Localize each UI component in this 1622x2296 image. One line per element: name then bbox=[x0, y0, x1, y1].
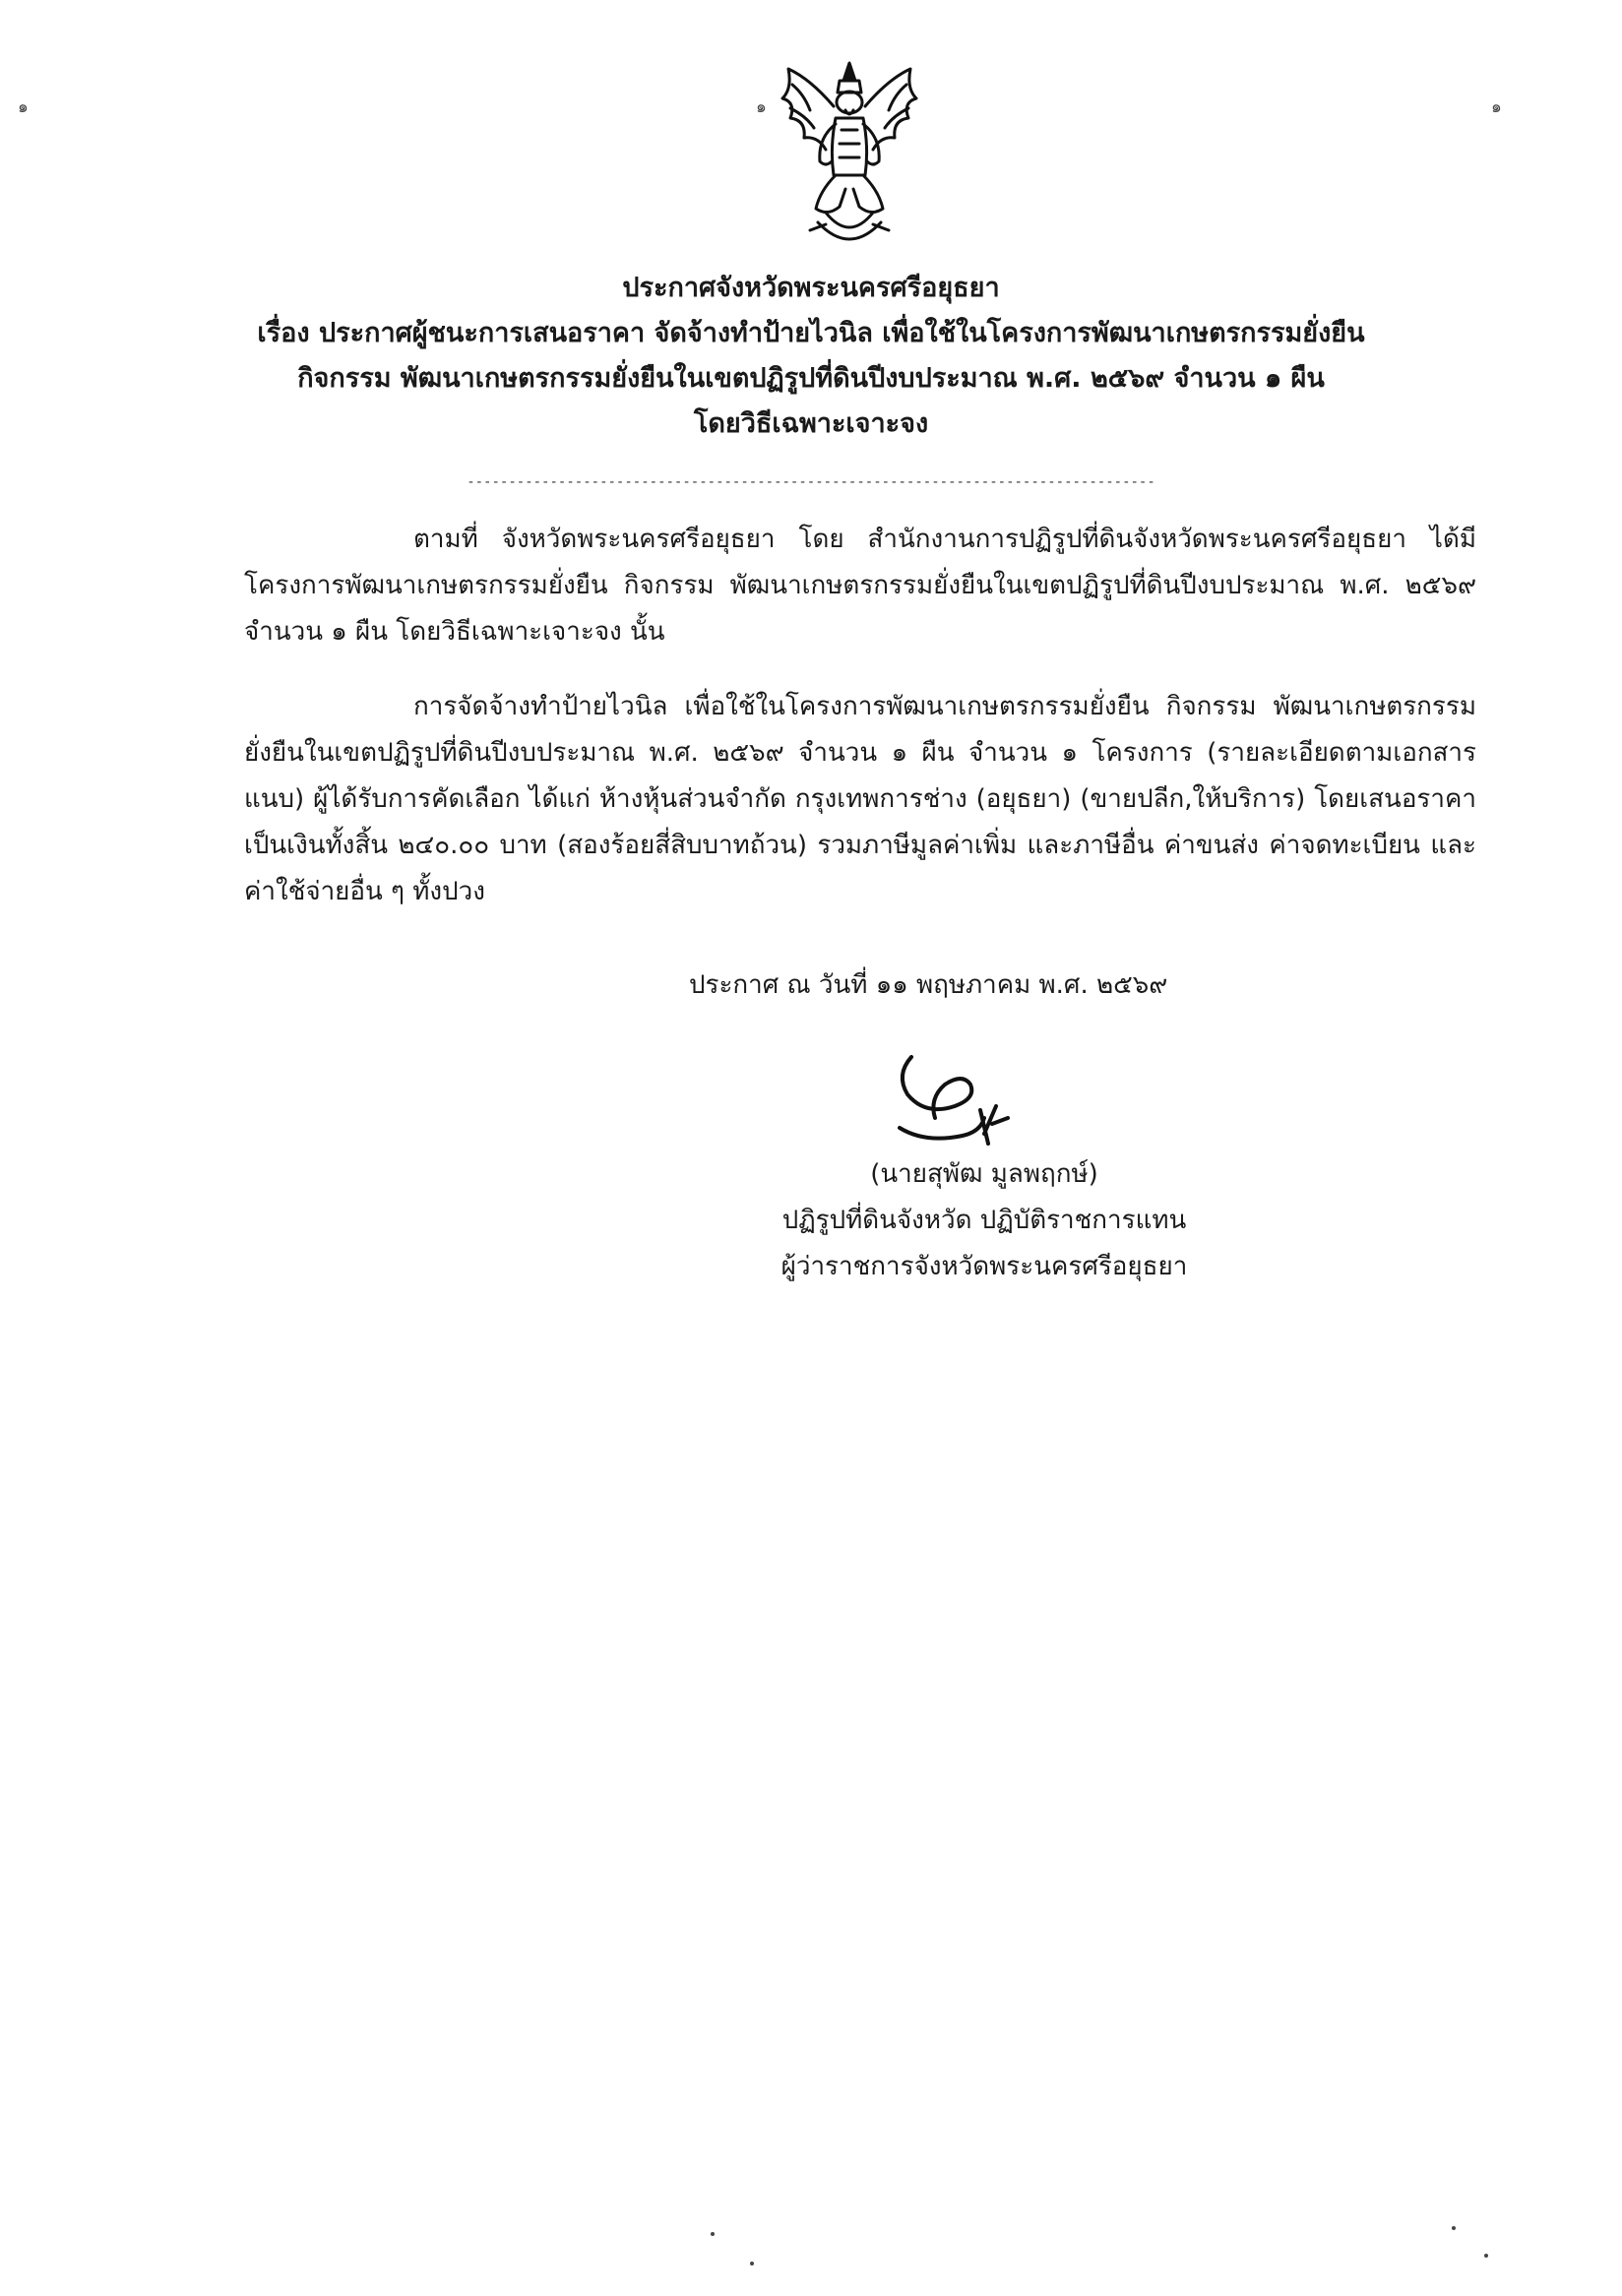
scan-speck bbox=[1452, 2226, 1456, 2230]
heading-divider: ----------------------------------------------------------------------------------- bbox=[467, 474, 1155, 490]
heading-line-4: โดยวิธีเฉพาะเจาะจง bbox=[693, 408, 929, 439]
paragraph-2 bbox=[244, 684, 1476, 915]
heading-line-2: เรื่อง ประกาศผู้ชนะการเสนอราคา จัดจ้างทำป้ายไวนิล เพื่อใช้ในโครงการพัฒนาเกษตรกรรมยั่งยืน bbox=[257, 318, 1365, 348]
handwritten-signature bbox=[886, 1045, 1024, 1163]
scan-speck bbox=[1484, 2254, 1488, 2258]
paragraph-1-text: ตามที่ จังหวัดพระนครศรีอยุธยา โดย สำนักงานการปฏิรูปที่ดินจังหวัดพระนครศรีอยุธยา ได้มีโครงการพัฒนาเกษตรกรรมยั่งยืน กิจกรรม พัฒนาเกษตรกรรมยั่งยืนในเขตปฏิรูปที่ดินปีงบประมาณ พ.ศ. ๒๕๖๙ จำนวน ๑ ผืน โดยวิธีเฉพาะเจาะจง นั้น bbox=[244, 525, 1476, 647]
heading-line-1: ประกาศจังหวัดพระนครศรีอยุธยา bbox=[622, 273, 1000, 303]
heading-line-3: กิจกรรม พัฒนาเกษตรกรรมยั่งยืนในเขตปฏิรูปที่ดินปีงบประมาณ พ.ศ. ๒๕๖๙ จำนวน ๑ ผืน bbox=[297, 363, 1325, 394]
garuda-emblem-icon bbox=[771, 59, 928, 256]
signatory-position-2: ผู้ว่าราชการจังหวัดพระนครศรีอยุธยา bbox=[780, 1252, 1188, 1281]
paragraph-1 bbox=[244, 517, 1476, 655]
signatory-position-1: ปฏิรูปที่ดินจังหวัด ปฏิบัติราชการแทน bbox=[781, 1206, 1187, 1235]
scan-speck bbox=[750, 2262, 754, 2265]
page-mark-left: ๑ bbox=[18, 97, 29, 117]
announce-date: ประกาศ ณ วันที่ ๑๑ พฤษภาคม พ.ศ. ๒๕๖๙ bbox=[689, 970, 1168, 1000]
page-mark-center: ๑ bbox=[756, 97, 767, 117]
announcement-heading bbox=[0, 266, 1622, 447]
page-mark-right: ๑ bbox=[1491, 97, 1502, 117]
signatory-block bbox=[728, 1151, 1240, 1290]
signatory-name: (นายสุพัฒ มูลพฤกษ์) bbox=[870, 1159, 1098, 1189]
paragraph-2-text: การจัดจ้างทำป้ายไวนิล เพื่อใช้ในโครงการพัฒนาเกษตรกรรมยั่งยืน กิจกรรม พัฒนาเกษตรกรรมยั่งยืนในเขตปฏิรูปที่ดินปีงบประมาณ พ.ศ. ๒๕๖๙ จำนวน ๑ ผืน จำนวน ๑ โครงการ (รายละเอียดตามเอกสารแนบ) ผู้ได้รับการคัดเลือก ได้แก่ ห้างหุ้นส่วนจำกัด กรุงเทพการช่าง (อยุธยา) (ขายปลีก,ให้บริการ) โดยเสนอราคาเป็นเงินทั้งสิ้น ๒๔๐.๐๐ บาท (สองร้อยสี่สิบบาทถ้วน) รวมภาษีมูลค่าเพิ่ม และภาษีอื่น ค่าขนส่ง ค่าจดทะเบียน และค่าใช้จ่ายอื่น ๆ ทั้งปวง bbox=[244, 692, 1476, 906]
scan-speck bbox=[711, 2232, 715, 2236]
